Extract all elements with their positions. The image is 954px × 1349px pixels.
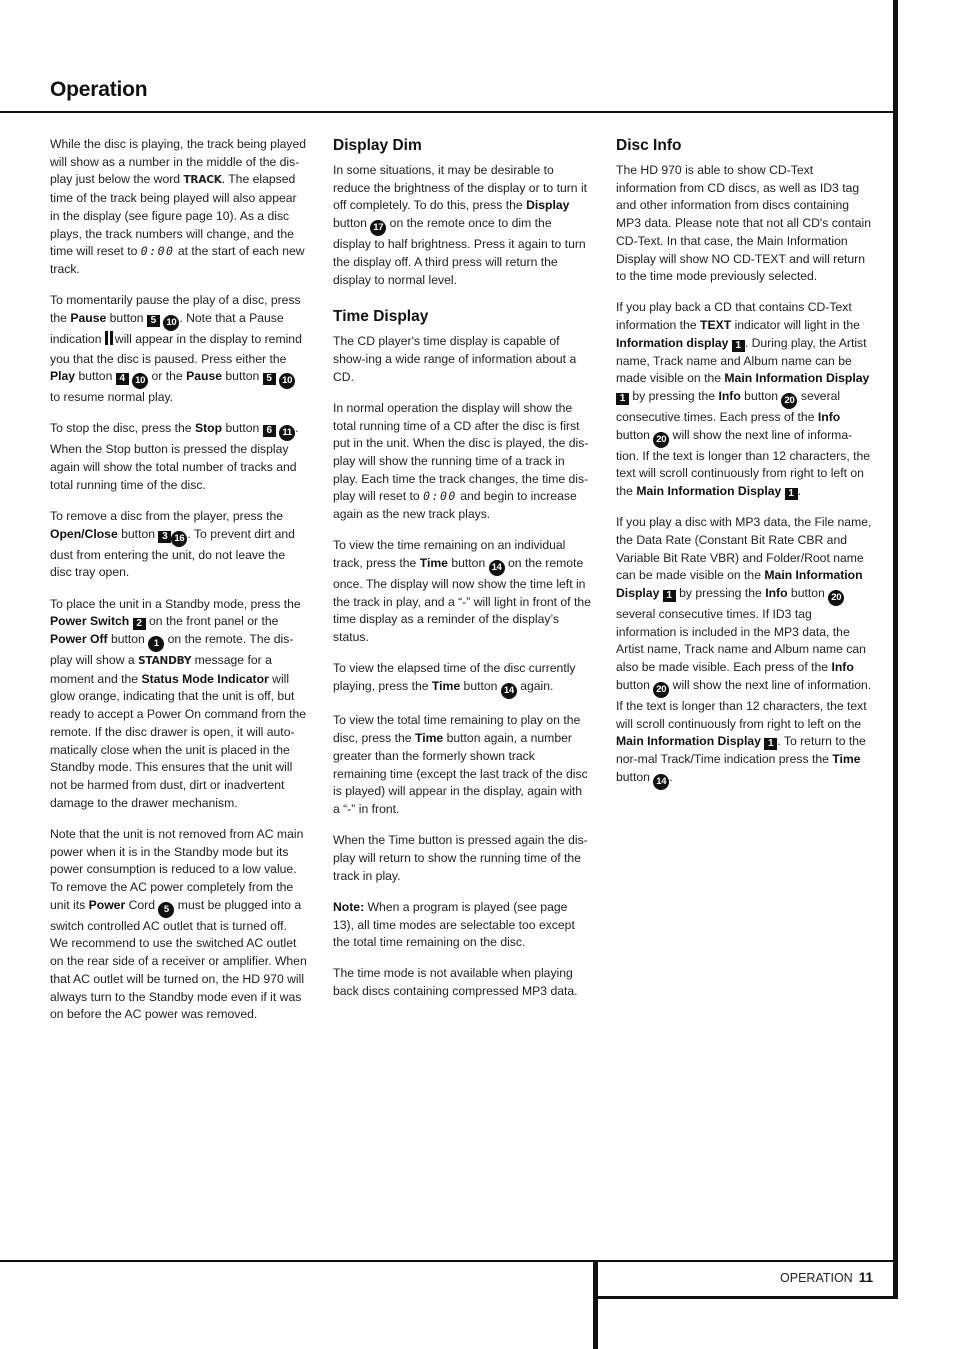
remote-ref-14: 14 — [653, 774, 669, 790]
column-2 — [333, 136, 591, 1014]
front-panel-ref-1: 1 — [732, 340, 745, 352]
front-panel-ref-5: 5 — [263, 373, 276, 385]
front-panel-ref-3: 3 — [158, 531, 171, 543]
paragraph-mp3-note: The time mode is not available when playing back discs containing compressed MP3 data. — [333, 966, 578, 999]
remote-ref-16: 16 — [171, 531, 187, 547]
page-number: 11 — [858, 1270, 873, 1285]
remote-ref-17: 17 — [370, 220, 386, 236]
front-panel-ref-6: 6 — [263, 425, 276, 437]
heading-display-dim: Display Dim — [333, 137, 422, 154]
remote-ref-20: 20 — [653, 682, 669, 698]
paragraph-ac-power: Note that the unit is not removed from AC main power when it is in the Standby mode but its power consumption is reduced to a low value. To remove the AC power completely from the unit its Power Cord 5 must be plugged into a switch controlled AC outlet that is turned off. We recommend to use the switched AC outlet on the rear side of a receiver or amplifier. When that AC outlet will be turned on, the HD 970 will always turn to the Standby mode even if it was on before the AC power was removed. — [50, 826, 307, 1022]
paragraph-time-elapsed: To view the elapsed time of the disc currently playing, press the Time button 14 again. — [333, 660, 591, 699]
paragraph-standby: To place the unit in a Standby mode, press the Power Switch 2 on the front panel or the Power Off button 1 on the remote. The dis-play will show a STANDBY message for a moment and the Status Mode Indicator will glow orange, indicating that the unit is off, but ready to accept a Power On command from the remote. If the disc drawer is open, it will auto-matically close when the unit is placed in the Standby mode. This ensures that the unit will not be harmed from dust, dirt or inadvertent damage to the drawer mechanism. — [50, 596, 307, 810]
paragraph-time-intro: The CD player's time display is capable of show-ing a wide range of information about a CD. — [333, 334, 577, 384]
remote-ref-10: 10 — [132, 373, 148, 389]
front-panel-ref-1: 1 — [663, 590, 676, 602]
front-panel-ref-2: 2 — [133, 618, 146, 630]
lcd-zero-time: 0:00 — [423, 489, 457, 504]
remote-ref-1: 1 — [148, 636, 164, 652]
paragraph-mp3-info: If you play a disc with MP3 data, the File name, the Data Rate (Constant Bit Rate CBR and Variable Bit Rate VBR) and Folder/Root name can be made visible on the Main Information Display 1 by pressing the Info button 20 several consecutive times. If ID3 tag information is included in the MP3 data, the Artist name, Track name and Album name can also be made visible. Each press of the Info button 20 will show the next line of information. If the text is longer than 12 characters, the text will scroll continuously from right to left on the Main Information Display 1 . To return to the nor-mal Track/Time indication press the Time button 14 . — [616, 514, 874, 789]
column-1 — [50, 136, 308, 1037]
footer-vertical-bar — [593, 1260, 598, 1349]
remote-ref-20: 20 — [781, 393, 797, 409]
column-3 — [616, 136, 874, 803]
remote-ref-10: 10 — [163, 315, 179, 331]
paragraph-cd-text-intro: The HD 970 is able to show CD-Text information from CD discs, as well as ID3 tag and other information from discs containing MP3 data. Please note that not all CD's contain CD-Text. In that case, the Main Information Display will show NO CD-TEXT and will return to the time mode previously selected. — [616, 163, 872, 284]
minus-indicator: “-” — [458, 594, 471, 609]
paragraph-stop: To stop the disc, press the Stop button 6 11 . When the Stop button is pressed the display again will show the total number of tracks and total running time of the disc. — [50, 421, 299, 492]
paragraph-display-dim: In some situations, it may be desirable to reduce the brightness of the display or to turn it off completely. To do this, press the Display button 17 on the remote once to dim the display to half brightness. Press it again to turn the display off. A third press will return the display to normal level. — [333, 163, 588, 287]
page-footer — [780, 1270, 873, 1285]
paragraph-pause: To momentarily pause the play of a disc, press the Pause button 5 10 . Note that a Pause indication will appear in the display to remind you that the disc is paused. Press either the Play button 4 10 or the Pause button 5 10 to resume normal play. — [50, 293, 302, 405]
lcd-zero-time: 0:00 — [140, 244, 175, 259]
remote-ref-10: 10 — [279, 373, 295, 389]
paragraph-time-normal: In normal operation the display will show the total running time of a CD after the disc is first put in the unit. When the disc is played, the dis-play will show the running time of a track in play. Each time the track changes, the time dis-play will reset to 0:00 and begin to increase again as the new track plays. — [333, 400, 589, 522]
heading-disc-info: Disc Info — [616, 137, 682, 154]
display-word-track: TRACK — [183, 174, 222, 187]
paragraph-time-return: When the Time button is pressed again the dis-play will return to show the running time of the track in play. — [333, 833, 588, 883]
remote-ref-14: 14 — [489, 560, 505, 576]
front-panel-ref-5: 5 — [147, 315, 160, 327]
paragraph-note: Note: When a program is played (see page 13), all time modes are selectable too except the total time remaining on the disc. — [333, 899, 575, 950]
pause-bars-icon — [105, 331, 115, 351]
footer-horizontal-bar — [593, 1296, 898, 1299]
paragraph-cd-text: If you play back a CD that contains CD-Text information the TEXT indicator will light in the Information display 1 . During play, the Artist name, Track name and Album name can be made visible on the Main Information Display 1 by pressing the Info button 20 several consecutive times. Each press of the Info button 20 will show the next line of informa-tion. If the text is longer than 12 characters, the text will scroll continuously from right to left on the Main Information Display 1 . — [616, 300, 871, 500]
paragraph-time-remaining: To view the time remaining on an individual track, press the Time button 14 on the remote once. The display will now show the time left in the track in play, and a “-” will light in front of the time display as a reminder of the display’s status. — [333, 538, 591, 645]
paragraph-time-total: To view the total time remaining to play on the disc, press the Time button again, a number greater than the formerly shown track remaining time (except the last track of the disc is played) will appear in the display, again with a “-” in front. — [333, 713, 588, 816]
footer-rule — [0, 1260, 898, 1262]
minus-indicator: “-” — [343, 801, 356, 816]
heading-time-display: Time Display — [333, 308, 429, 326]
front-panel-ref-1: 1 — [764, 738, 777, 750]
front-panel-ref-4: 4 — [116, 373, 129, 385]
header-rule — [0, 111, 898, 113]
remote-ref-20: 20 — [828, 590, 844, 606]
front-panel-ref-1: 1 — [785, 488, 798, 500]
remote-ref-14: 14 — [501, 683, 517, 699]
rear-ref-5: 5 — [158, 902, 174, 918]
right-edge-bar — [893, 0, 898, 1298]
front-panel-ref-1: 1 — [616, 393, 629, 405]
remote-ref-20: 20 — [653, 432, 669, 448]
footer-section: OPERATION — [780, 1271, 853, 1285]
remote-ref-11: 11 — [279, 425, 295, 441]
page-title: Operation — [50, 78, 148, 101]
display-word-standby: STANDBY — [138, 655, 192, 668]
paragraph-track-display: While the disc is playing, the track being played will show as a number in the middle of the dis-play just below the word TRACK. The elapsed time of the track being played will also appear in the display (see figure page 10). As a disc plays, the track numbers will change, and the time will reset to 0:00 at the start of each new track. — [50, 137, 307, 276]
paragraph-open-close: To remove a disc from the player, press the Open/Close button 3 16 . To prevent dirt and dust from entering the unit, do not leave the disc tray open. — [50, 509, 295, 580]
